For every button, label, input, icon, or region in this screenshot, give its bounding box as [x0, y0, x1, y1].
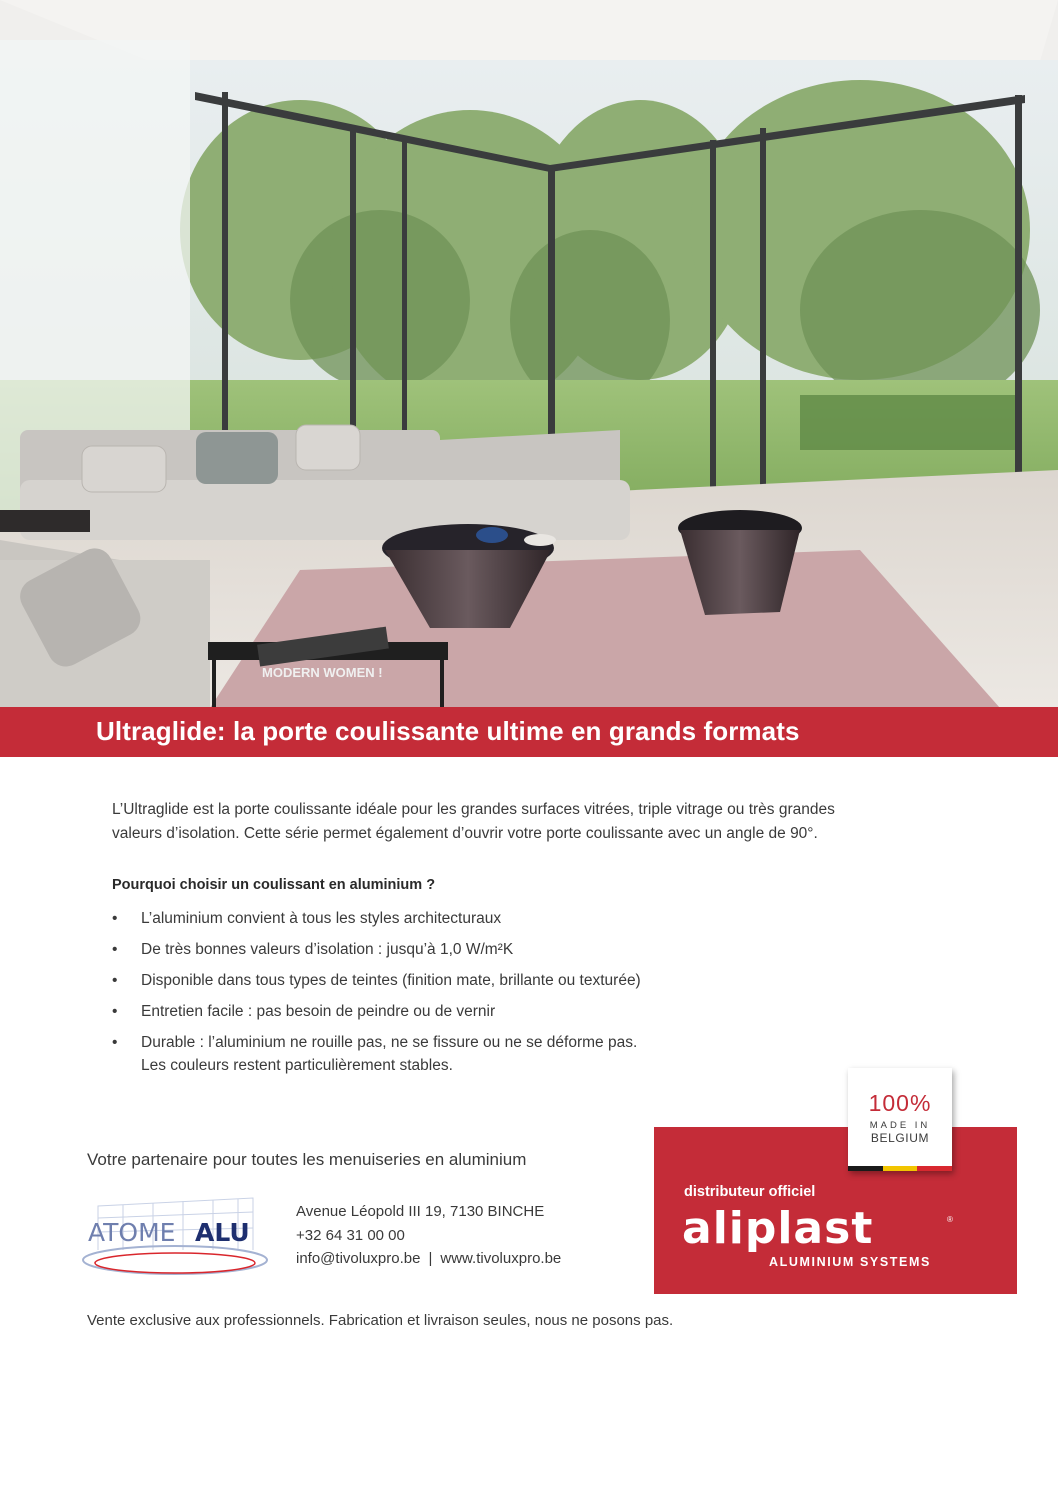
- aliplast-subtitle: ALUMINIUM SYSTEMS: [769, 1255, 931, 1269]
- atomealu-logo-text-b: ALU: [195, 1218, 250, 1247]
- badge-percent: 100%: [868, 1090, 932, 1116]
- list-item: • L’aluminium convient à tous les styles architecturaux: [112, 907, 812, 930]
- aliplast-logo: aliplast: [682, 1203, 874, 1254]
- bullet-icon: •: [112, 1034, 118, 1051]
- website-link[interactable]: www.tivoluxpro.be: [440, 1250, 562, 1267]
- email-link[interactable]: info@tivoluxpro.be: [296, 1250, 421, 1267]
- title-banner: [0, 707, 1058, 757]
- phone[interactable]: +32 64 31 00 00: [296, 1226, 405, 1244]
- hero-photo: [0, 0, 1058, 708]
- flag-black: [848, 1166, 883, 1171]
- living-room-illustration: [0, 0, 1058, 708]
- belgian-flag-stripe: [848, 1166, 952, 1171]
- list-item: • Disponible dans tous types de teintes (finition mate, brillante ou texturée): [112, 969, 812, 992]
- bullet-icon: •: [112, 1003, 118, 1020]
- why-heading: Pourquoi choisir un coulissant en aluminium ?: [112, 877, 436, 893]
- partner-heading: Votre partenaire pour toutes les menuiseries en aluminium: [87, 1150, 527, 1169]
- magazine-cover-text: MODERN WOMEN !: [262, 665, 383, 680]
- intro-line-2: valeurs d’isolation. Cette série permet également d’ouvrir votre porte coulissante avec un angle de 90°.: [112, 825, 818, 842]
- intro-paragraph: [112, 798, 982, 846]
- contact-block: [296, 1200, 561, 1271]
- footer-note: Vente exclusive aux professionnels. Fabrication et livraison seules, nous ne posons pas.: [87, 1312, 674, 1329]
- list-item: • De très bonnes valeurs d’isolation : jusqu’à 1,0 W/m²K: [112, 938, 812, 961]
- bullet-icon: •: [112, 972, 118, 989]
- atomealu-logo-text-a: ATOME: [88, 1218, 176, 1247]
- registered-mark: ®: [947, 1215, 953, 1224]
- badge-made-in: MADE IN: [869, 1120, 931, 1131]
- distributor-label: distributeur officiel: [684, 1184, 816, 1200]
- bullet-icon: •: [112, 941, 118, 958]
- benefit-list: [112, 907, 812, 1085]
- address: Avenue Léopold III 19, 7130 BINCHE: [296, 1203, 545, 1220]
- contact-separator: |: [428, 1250, 433, 1267]
- bullet-icon: •: [112, 910, 118, 927]
- list-item: • Durable : l’aluminium ne rouille pas, ne se fissure ou ne se déforme pas. Les couleurs restent particulièrement stables.: [112, 1031, 812, 1077]
- aliplast-block: [654, 1127, 1017, 1294]
- list-item: • Entretien facile : pas besoin de peindre ou de vernir: [112, 1000, 812, 1023]
- made-in-belgium-badge: [848, 1068, 952, 1171]
- page-title: Ultraglide: la porte coulissante ultime en grands formats: [96, 716, 800, 746]
- intro-line-1: L’Ultraglide est la porte coulissante idéale pour les grandes surfaces vitrées, triple vitrage ou très grandes: [112, 801, 835, 818]
- flag-red: [917, 1166, 952, 1171]
- atomealu-logo: [78, 1188, 273, 1280]
- flag-yellow: [883, 1166, 918, 1171]
- badge-country: BELGIUM: [870, 1131, 930, 1145]
